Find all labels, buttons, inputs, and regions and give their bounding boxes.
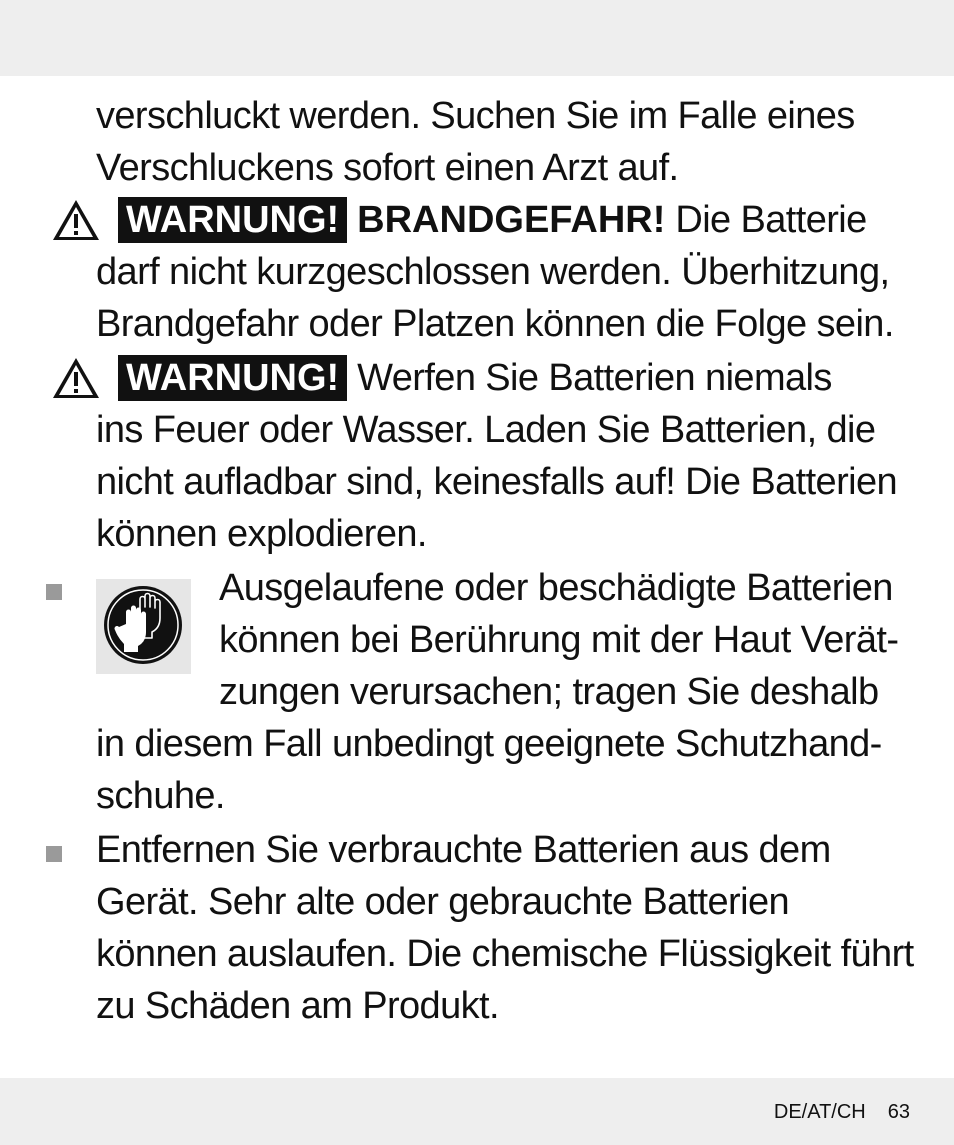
text-line: darf nicht kurzgeschlossen werden. Überhitzung, [96, 251, 890, 293]
text-line: können auslaufen. Die chemische Flüssigkeit führt [96, 933, 914, 975]
text-segment: Werfen Sie Batterien niemals [347, 357, 832, 399]
text-line: können explodieren. [96, 513, 427, 555]
protective-gloves-icon [96, 579, 191, 674]
text-segment: Die Batterie [665, 199, 867, 241]
warning-throw-line [98, 352, 832, 404]
text-line: zu Schäden am Produkt. [96, 985, 499, 1027]
page-number: 63 [887, 1101, 910, 1123]
text-line: Verschluckens sofort einen Arzt auf. [96, 147, 679, 189]
text-line: Entfernen Sie verbrauchte Batterien aus dem [96, 829, 831, 871]
text-line: nicht aufladbar sind, keinesfalls auf! Die Batterien [96, 461, 898, 503]
text-line: Gerät. Sehr alte oder gebrauchte Batterien [96, 881, 790, 923]
footer-region: DE/AT/CH [773, 1101, 866, 1123]
text-line: Ausgelaufene oder beschädigte Batterien [219, 567, 893, 609]
warning-triangle-icon [51, 198, 101, 242]
page-header-band [0, 0, 954, 76]
page-footer [774, 1100, 910, 1124]
square-bullet-icon [46, 846, 62, 862]
text-line: ins Feuer oder Wasser. Laden Sie Batterien, die [96, 409, 876, 451]
warning-label: WARNUNG! [118, 197, 347, 243]
text-line: schuhe. [96, 775, 225, 817]
text-line: Brandgefahr oder Platzen können die Folge sein. [96, 303, 894, 345]
fire-hazard-label: BRANDGEFAHR! [357, 199, 666, 241]
warning-label: WARNUNG! [118, 355, 347, 401]
warning-triangle-icon [51, 356, 101, 400]
text-line: zungen verursachen; tragen Sie deshalb [219, 671, 879, 713]
text-line: verschluckt werden. Suchen Sie im Falle eines [96, 95, 855, 137]
text-line: in diesem Fall unbedingt geeignete Schutzhand- [96, 723, 882, 765]
warning-fire-line [98, 194, 867, 246]
text-line: können bei Berührung mit der Haut Verät- [219, 619, 899, 661]
square-bullet-icon [46, 584, 62, 600]
